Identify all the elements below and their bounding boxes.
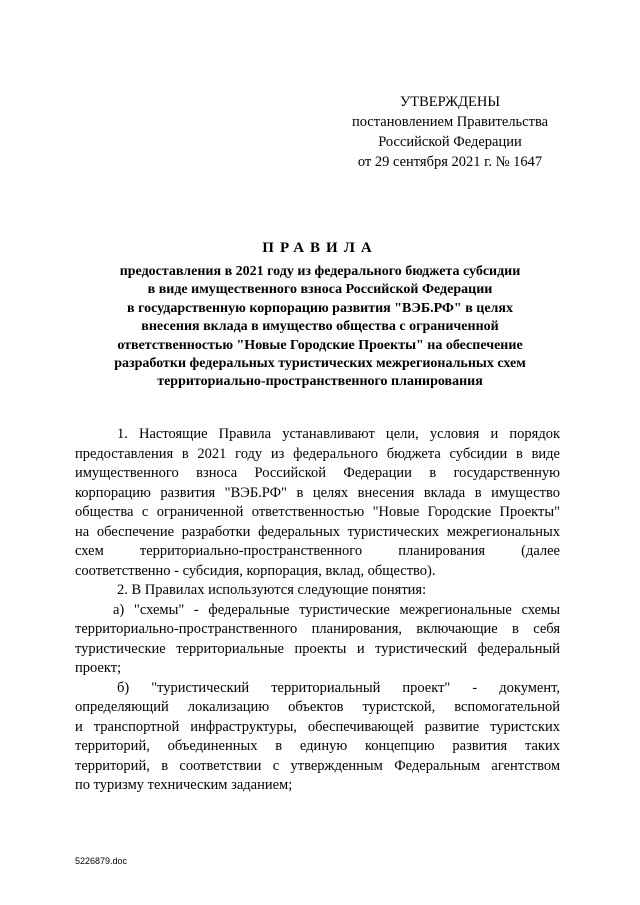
paragraph-line: по туризму техническим заданием; <box>75 777 293 793</box>
paragraph-line: территорий, в соответствии с утвержденным Федеральным агентством <box>75 757 560 774</box>
paragraph-line: определяющий локализацию объектов туристской, вспомогательной <box>75 699 560 715</box>
paragraph-line: и транспортной инфраструктуры, обеспечивающей развитие туристских <box>75 718 560 735</box>
paragraph-line: туристические территориальные проекты и туристический федеральный <box>75 640 560 657</box>
document-title: ПРАВИЛА <box>262 240 378 256</box>
approval-heading: УТВЕРЖДЕНЫ <box>399 94 501 110</box>
subtitle-line: разработки федеральных туристических межрегиональных схем <box>114 356 526 372</box>
approval-line-date-number: от 29 сентября 2021 г. № 1647 <box>357 154 543 170</box>
approval-line-federation: Российской Федерации <box>378 134 522 150</box>
paragraph-line: имущественного взноса Российской Федерации в государственную <box>75 465 560 481</box>
paragraph-line: проект; <box>75 660 122 676</box>
document-subtitle <box>80 263 560 392</box>
subtitle-line: в виде имущественного взноса Российской Федерации <box>147 282 493 298</box>
approval-line-decree: постановлением Правительства <box>351 114 549 130</box>
paragraph-line: территориально-пространственного планирования, включающие в себя <box>75 621 560 637</box>
document-body <box>75 425 560 796</box>
paragraph-line: на обеспечение разработки федеральных туристических межрегиональных <box>75 523 560 540</box>
paragraph-line: 2. В Правилах используются следующие понятия: <box>117 582 427 598</box>
subtitle-line: внесения вклада в имущество общества с ограниченной <box>141 319 499 335</box>
paragraph-line: территорий, объединенных в единую концепцию развития таких <box>75 738 560 754</box>
paragraph-2 <box>75 581 560 601</box>
paragraph-line: корпорацию развития "ВЭБ.РФ" в целях внесения вклада в имущество <box>75 484 560 501</box>
paragraph-2b <box>75 679 560 796</box>
paragraph-2a <box>75 601 560 679</box>
paragraph-line: общества с ограниченной ответственностью "Новые Городские Проекты" <box>75 504 560 520</box>
paragraph-line: а) "схемы" - федеральные туристические межрегиональные схемы <box>113 601 560 618</box>
document-file-code: 5226879.doc <box>75 856 128 866</box>
paragraph-line: схем территориально-пространственного планирования (далее <box>75 543 560 559</box>
paragraph-line: соответственно - субсидия, корпорация, вклад, общество). <box>75 562 436 579</box>
subtitle-line: в государственную корпорацию развития "ВЭБ.РФ" в целях <box>127 300 513 316</box>
paragraph-line: б) "туристический территориальный проект" - документ, <box>117 679 560 696</box>
approval-block <box>335 92 565 172</box>
subtitle-line: ответственностью "Новые Городские Проекты" на обеспечение <box>117 337 523 353</box>
subtitle-line: предоставления в 2021 году из федерального бюджета субсидии <box>119 264 521 279</box>
paragraph-line: предоставления в 2021 году из федерального бюджета субсидии в виде <box>75 445 560 462</box>
subtitle-line: территориально-пространственного планирования <box>157 374 483 390</box>
paragraph-1 <box>75 425 560 581</box>
paragraph-line: 1. Настоящие Правила устанавливают цели, условия и порядок <box>117 426 560 442</box>
